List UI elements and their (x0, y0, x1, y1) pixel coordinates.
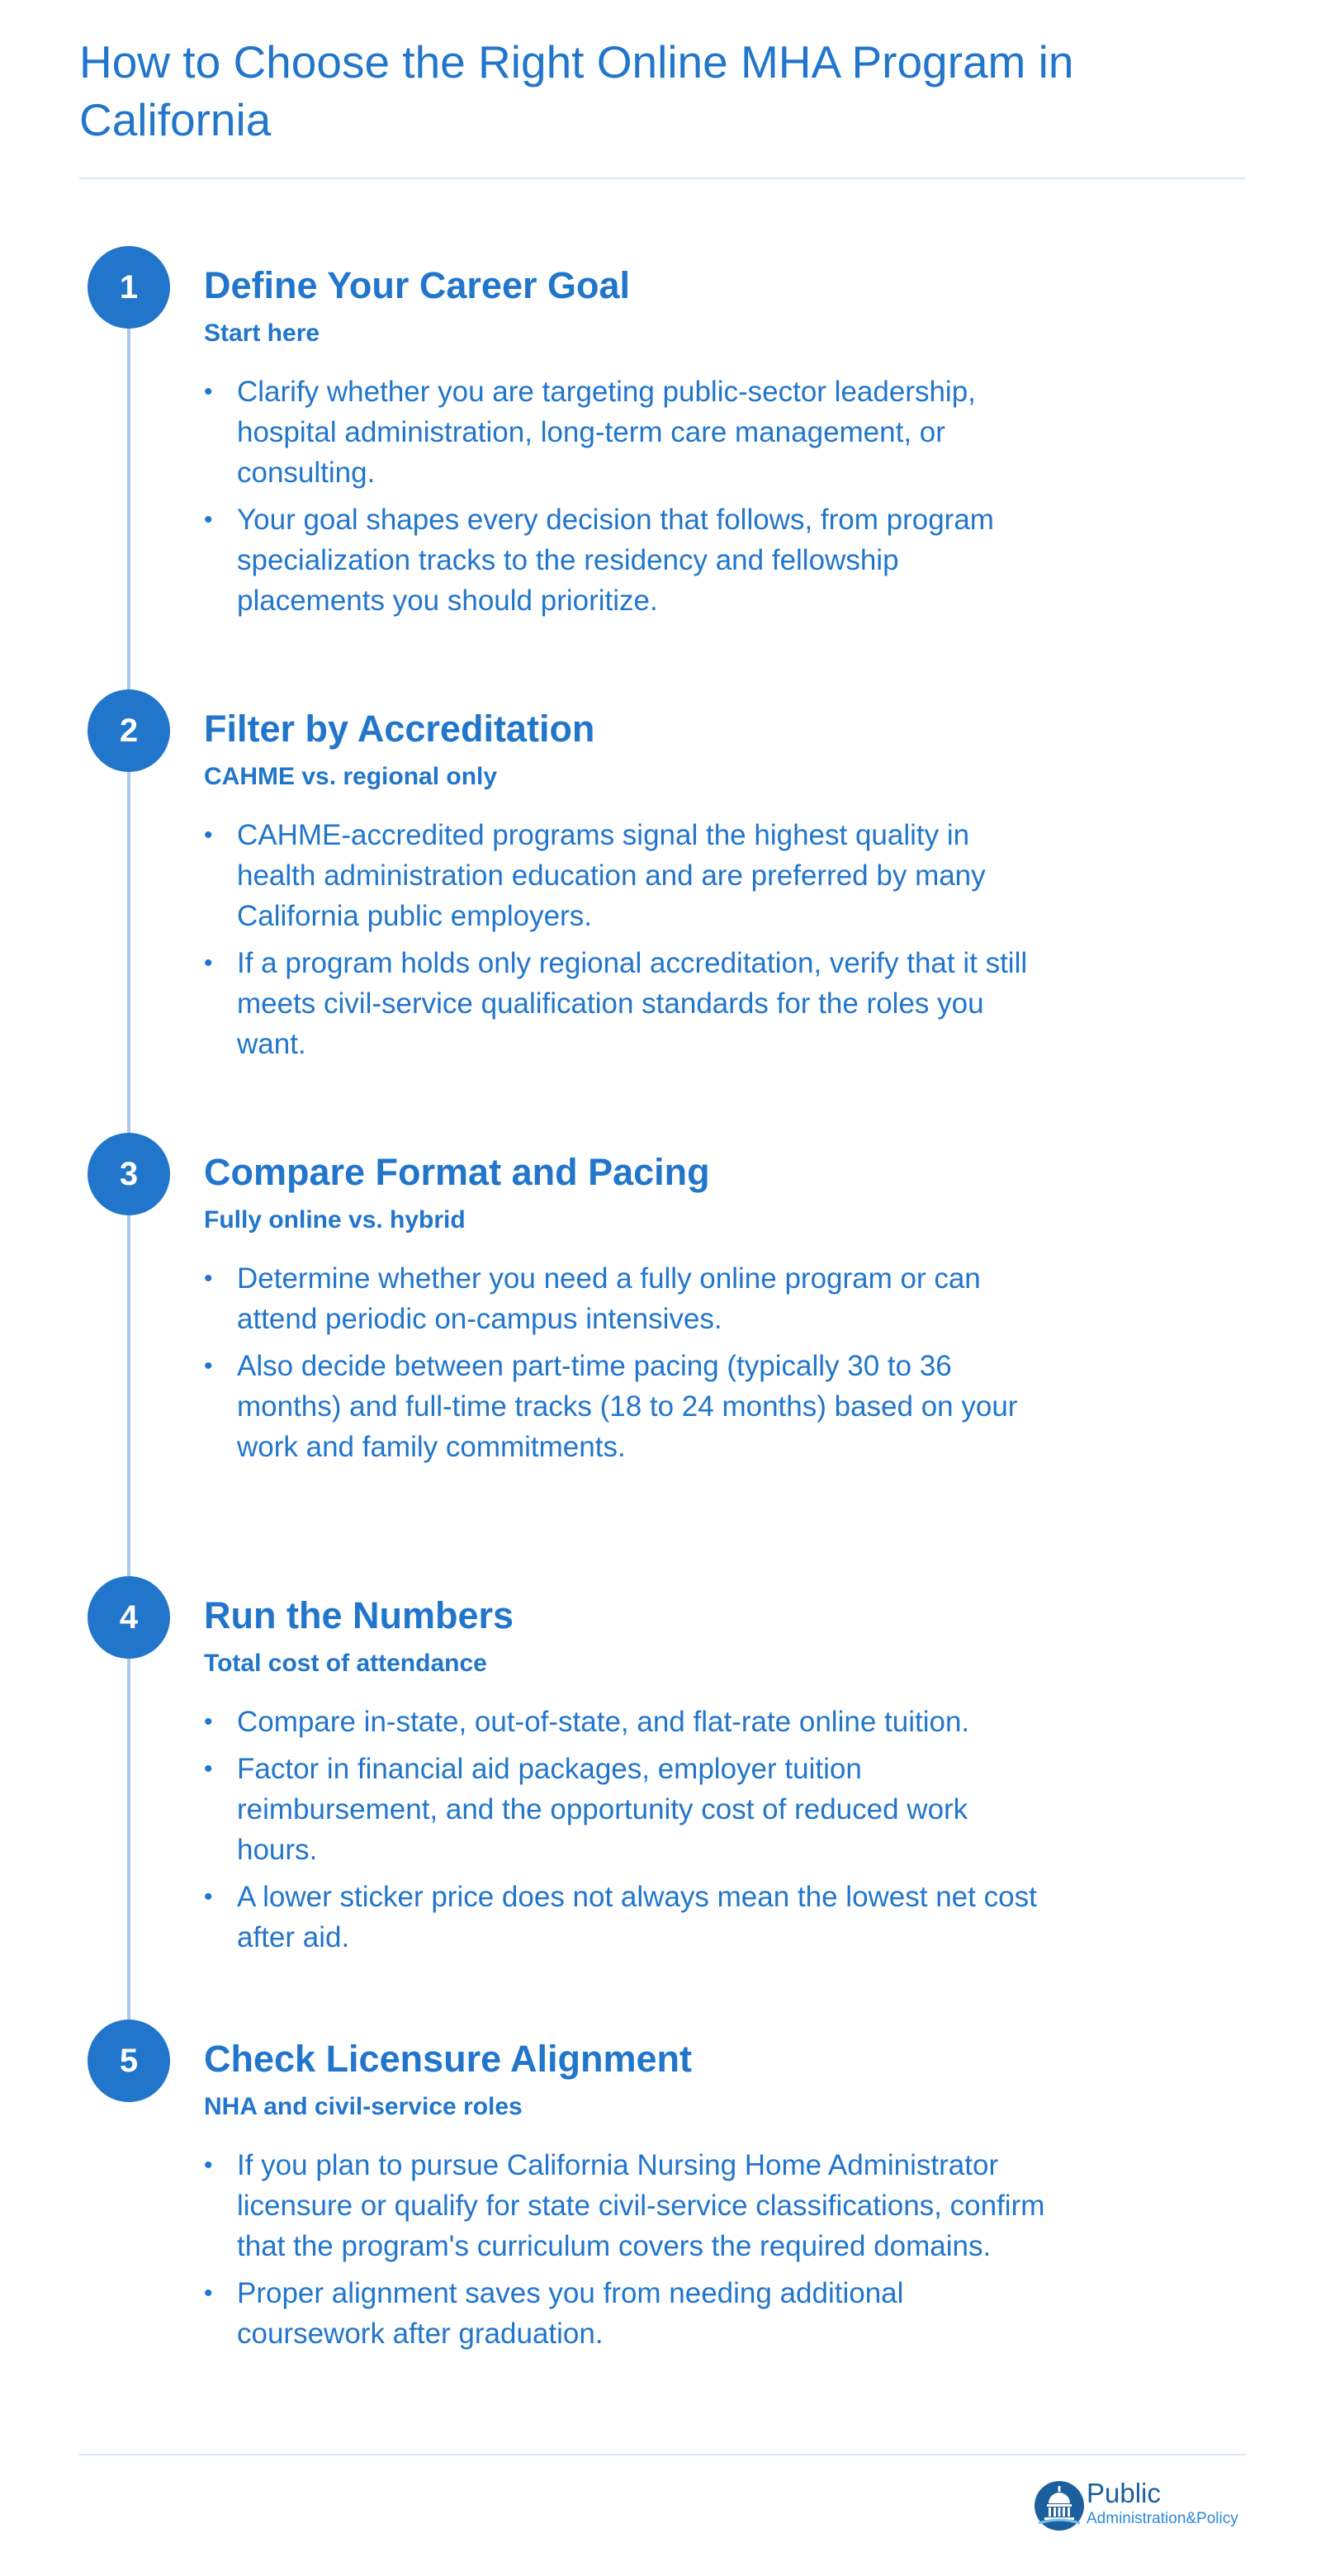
step-title: Define Your Career Goal (204, 264, 631, 306)
step-number-badge: 3 (88, 1133, 170, 1215)
step-subtitle: Fully online vs. hybrid (204, 1206, 466, 1234)
step-bullet: • If you plan to pursue California Nursing Home Administrator licensure or qualify for state civil-service classifications, confirm that the program's curriculum covers the required domains. (204, 2145, 1046, 2266)
step-title: Compare Format and Pacing (204, 1151, 710, 1193)
step-bullet: • Also decide between part-time pacing (typically 30 to 36 months) and full-time tracks (18 to 24 months) based on your work and family commitments. (204, 1346, 1046, 1467)
step-bullet: • Clarify whether you are targeting public-sector leadership, hospital administration, long-term care management, or consulting. (204, 372, 1046, 493)
step-bullet: • A lower sticker price does not always mean the lowest net cost after aid. (204, 1877, 1046, 1958)
step-bullet-list (204, 1702, 1046, 1964)
step-title: Check Licensure Alignment (204, 2038, 692, 2080)
step-bullet: • Compare in-state, out-of-state, and flat-rate online tuition. (204, 1702, 1046, 1742)
step-number-badge: 5 (88, 2020, 170, 2102)
step-bullet-list (204, 1258, 1046, 1474)
step-number-badge: 4 (88, 1576, 170, 1659)
step-bullet-list (204, 815, 1046, 1071)
step-subtitle: CAHME vs. regional only (204, 763, 498, 790)
page-title: How to Choose the Right Online MHA Program in California (79, 36, 1074, 145)
step-bullet: • Your goal shapes every decision that follows, from program specialization tracks to the residency and fellowship placements you should prioritize. (204, 500, 1046, 621)
header-divider (79, 178, 1245, 179)
step-bullet-list (204, 372, 1046, 627)
step-bullet: • CAHME-accredited programs signal the highest quality in health administration education and are preferred by many California public employers. (204, 815, 1046, 936)
step-bullet-list (204, 2145, 1046, 2361)
site-logo[interactable] (1032, 2477, 1247, 2535)
step-title: Filter by Accreditation (204, 708, 595, 750)
step-number-badge: 2 (88, 689, 170, 772)
logo-wordmark-primary: Public (1087, 2478, 1161, 2508)
step-bullet: • Factor in financial aid packages, employer tuition reimbursement, and the opportunity cost of reduced work hours. (204, 1749, 1046, 1870)
step-bullet: • Proper alignment saves you from needing additional coursework after graduation. (204, 2273, 1046, 2354)
step-subtitle: Start here (204, 320, 320, 347)
logo-wordmark-secondary: Administration&Policy (1087, 2510, 1238, 2527)
footer-divider (79, 2454, 1245, 2455)
step-number-badge: 1 (88, 246, 170, 329)
step-bullet: • Determine whether you need a fully online program or can attend periodic on-campus intensives. (204, 1258, 1046, 1339)
step-bullet: • If a program holds only regional accreditation, verify that it still meets civil-service qualification standards for the roles you want. (204, 943, 1046, 1064)
step-title: Run the Numbers (204, 1594, 514, 1636)
step-subtitle: NHA and civil-service roles (204, 2093, 523, 2120)
capitol-dome-icon (1032, 2479, 1087, 2533)
step-subtitle: Total cost of attendance (204, 1650, 487, 1677)
